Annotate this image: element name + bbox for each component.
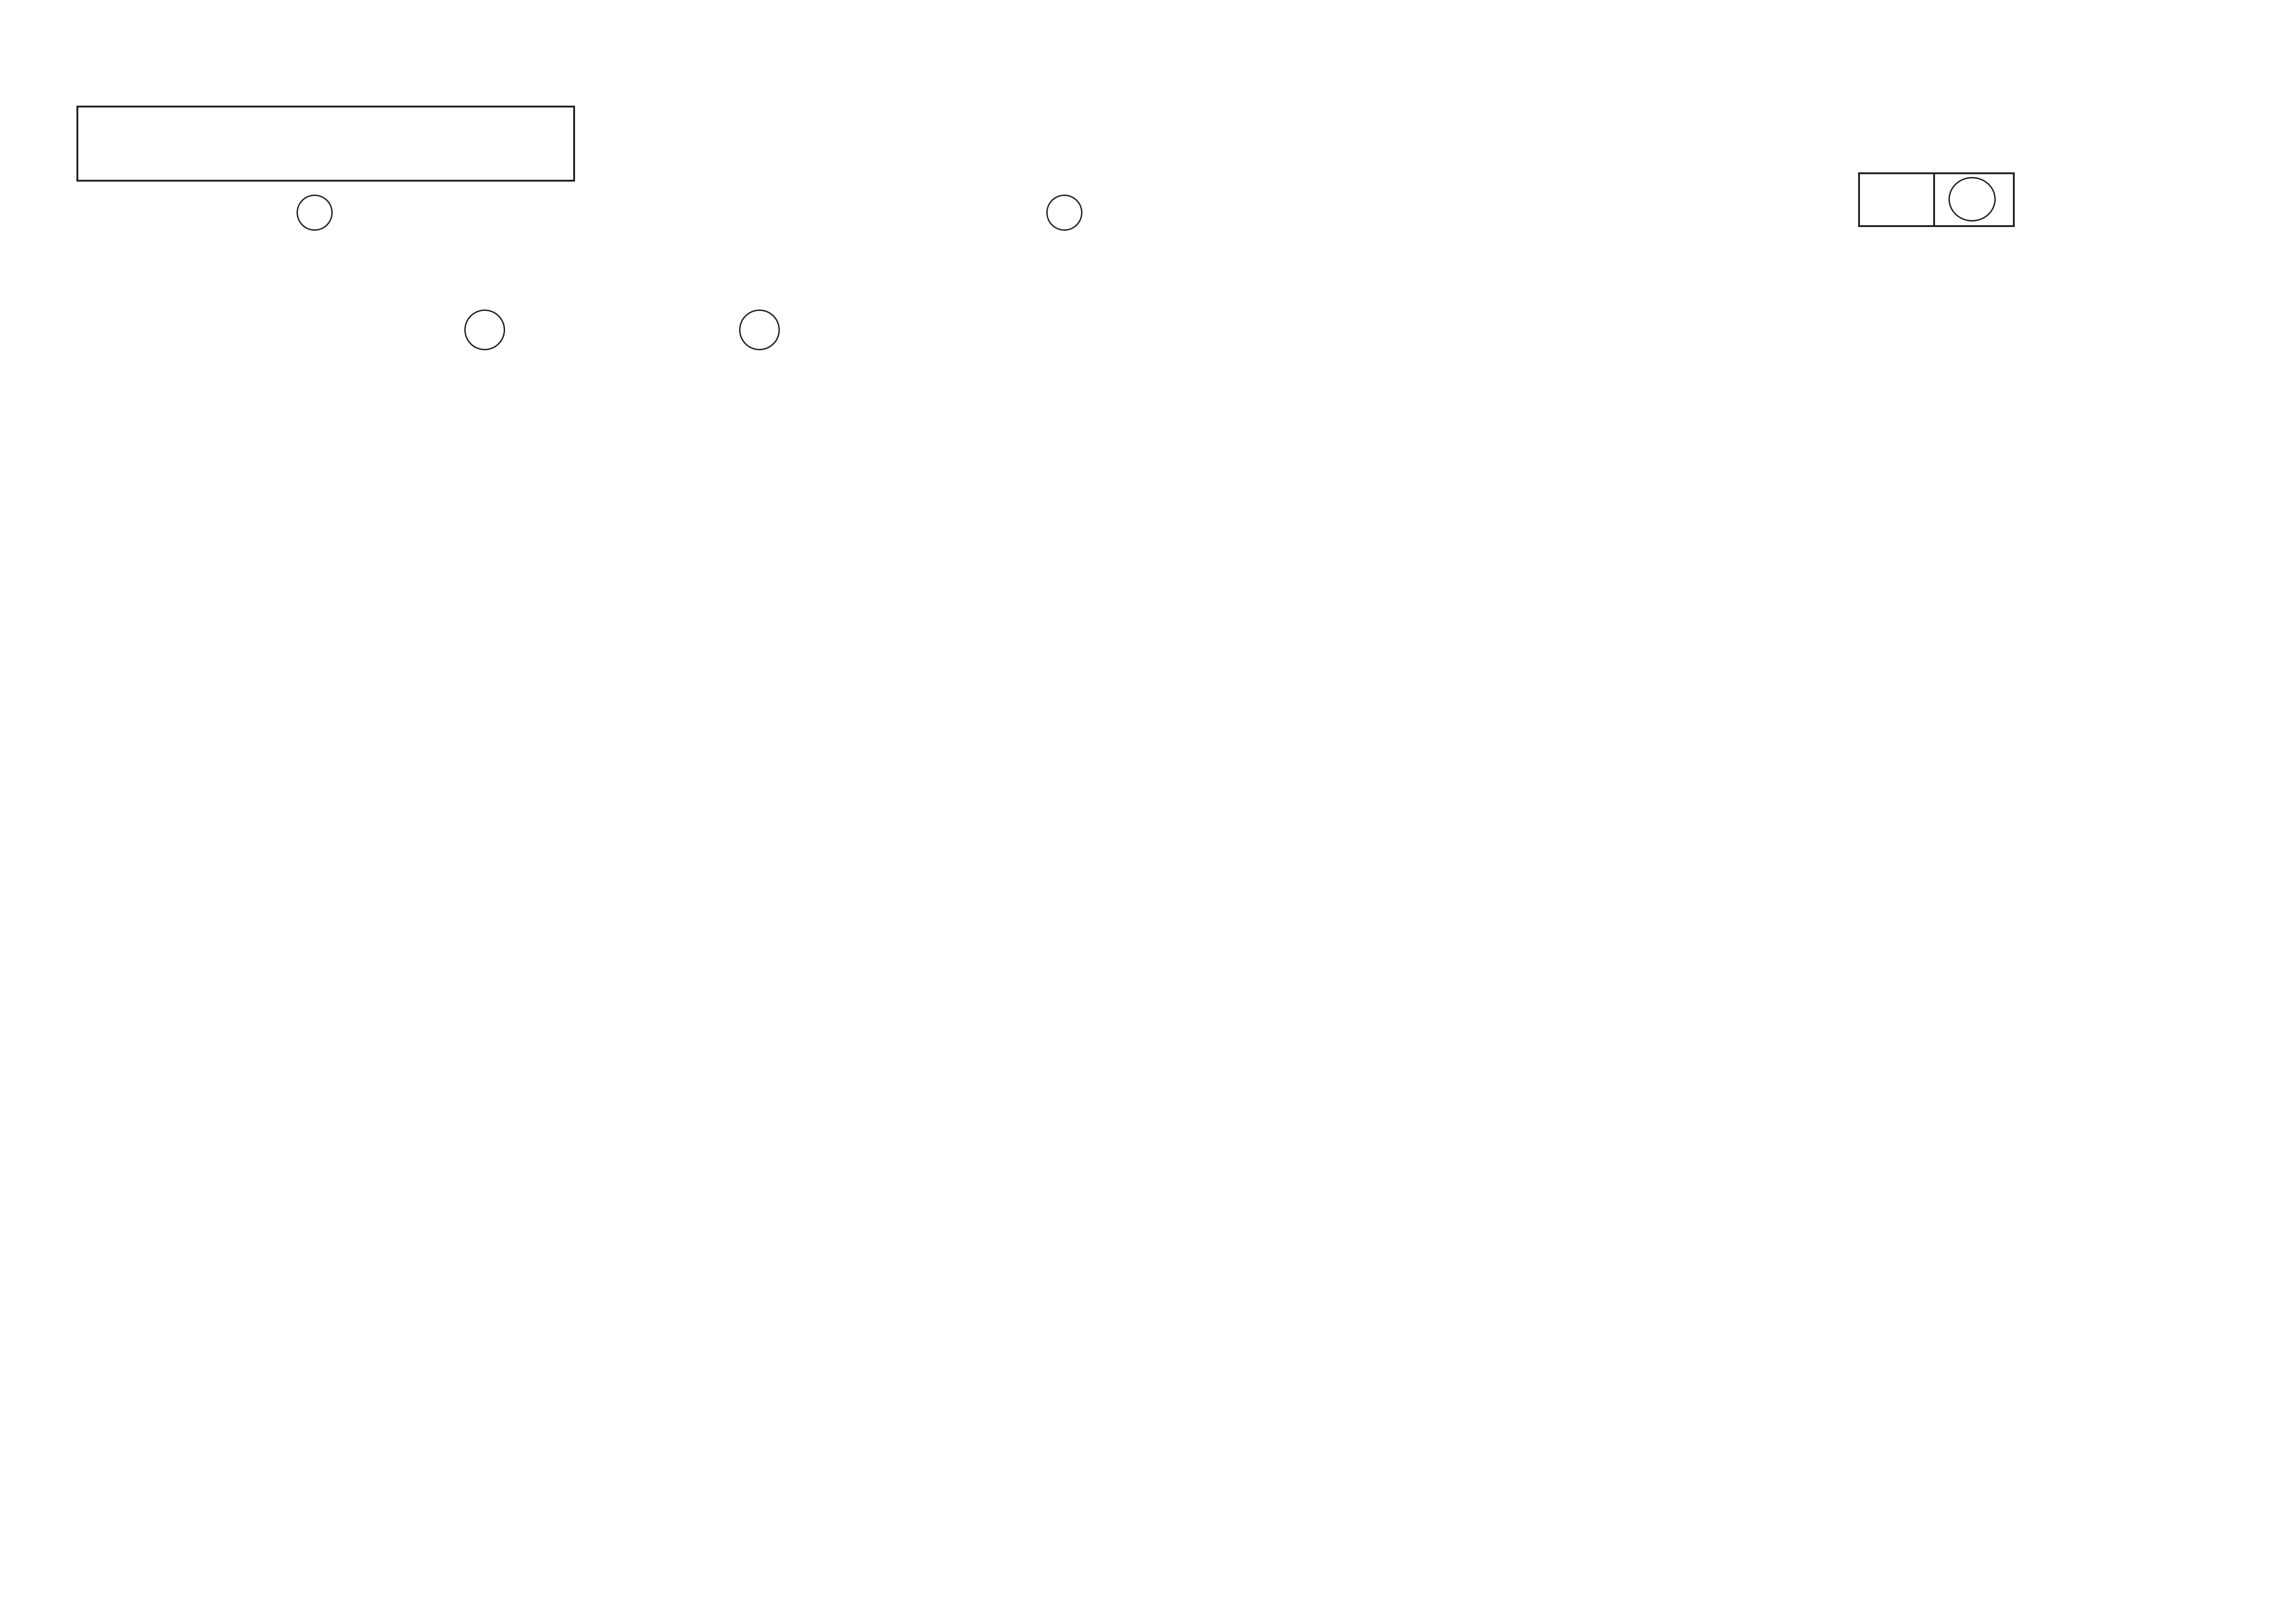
team-b-circle (1046, 195, 1082, 231)
set1-right-team-circle (464, 309, 505, 350)
gender-divider (1933, 172, 1935, 225)
set2-left-team-circle (739, 309, 780, 350)
tournament-box (76, 106, 575, 182)
gender-female-circle[interactable] (1948, 177, 1996, 221)
team-a-circle (297, 195, 333, 231)
